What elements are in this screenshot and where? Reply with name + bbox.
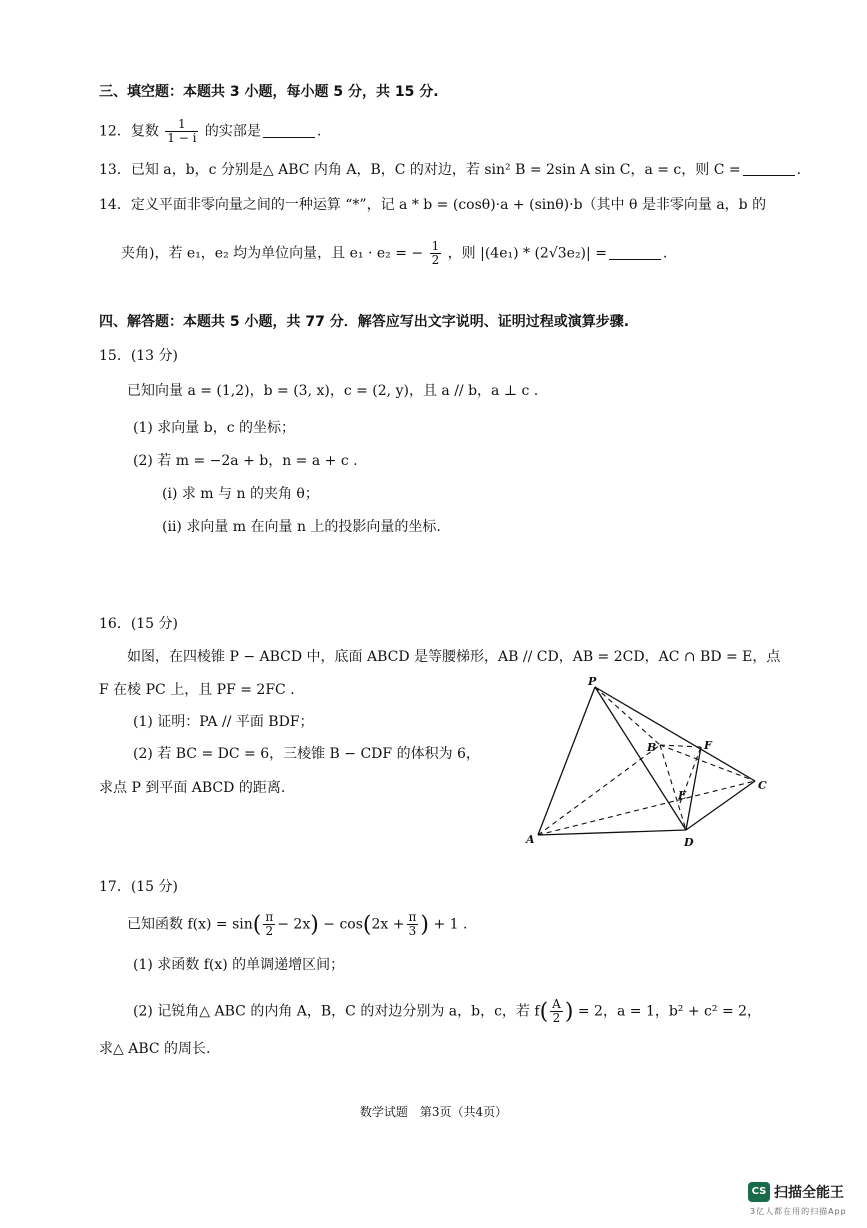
q17-given: 已知函数 f(x) = sin( $\frac{\pi}{2}$ − 2x) − cos(2x + $\frac{\pi}{3}$ ) + 1 . xyxy=(127,910,468,938)
label-P: P xyxy=(588,675,597,688)
q12-frac-num: 1 xyxy=(165,118,198,132)
q15-given: 已知向量 a = (1,2)，b = (3, x)，c = (2, y)，且 a // b，a ⊥ c . xyxy=(127,383,539,399)
pyramid-diagram xyxy=(520,675,770,850)
edge-PB xyxy=(595,687,660,745)
q17-part2: (2) 记锐角△ ABC 的内角 A，B，C 的对边分别为 a，b，c，若 f( $\frac{A}{2}$ ) = 2，a = 1，b² + c² = 2， xyxy=(133,997,762,1025)
q17-part2b: 求△ ABC 的周长. xyxy=(99,1041,211,1057)
q17-given-prefix: 已知函数 f(x) = sin xyxy=(127,916,253,933)
scanner-tagline: 3亿人都在用的扫描App xyxy=(750,1207,847,1216)
q14-fraction xyxy=(430,240,442,267)
q17-frac2 xyxy=(407,911,419,938)
q17-g2-head: 2x + xyxy=(371,916,405,933)
q16-title: 16．(15 分) xyxy=(99,616,179,632)
q12-fraction xyxy=(165,118,198,145)
q15-part2ii: (ii) 求向量 m 在向量 n 上的投影向量的坐标. xyxy=(162,519,441,535)
question-14-line1: 14．定义平面非零向量之间的一种运算 “*”，记 a * b = (cosθ)·a + (sinθ)·b（其中 θ 是非零向量 a，b 的 xyxy=(99,197,767,213)
question-13: 13．已知 a，b，c 分别是△ ABC 内角 A，B，C 的对边，若 sin² B = 2sin A sin C，a = c，则 C = . xyxy=(99,162,802,178)
scanner-app-name: 扫描全能王 xyxy=(774,1185,844,1201)
section4-heading: 四、解答题：本题共 5 小题，共 77 分．解答应写出文字说明、证明过程或演算步骤. xyxy=(99,314,630,330)
q14-frac-num: 1 xyxy=(431,239,440,253)
edge-AB xyxy=(538,745,660,835)
q15-part1: (1) 求向量 b，c 的坐标； xyxy=(133,420,295,436)
label-D: D xyxy=(684,836,694,849)
edge-PC xyxy=(595,687,755,781)
scanner-watermark xyxy=(748,1180,860,1220)
q16-part2: (2) 若 BC = DC = 6，三棱锥 B − CDF 的体积为 6， xyxy=(133,746,480,762)
q12-suffix: 的实部是 xyxy=(204,123,261,140)
question-12: 12．复数 $\frac{1}{1 - i}$ 的实部是 . xyxy=(99,117,322,145)
scanner-logo-icon: CS xyxy=(748,1182,770,1202)
q15-part2i: (i) 求 m 与 n 的夹角 θ； xyxy=(162,486,319,502)
q12-frac-den: 1 − i xyxy=(167,131,197,145)
label-B: B xyxy=(647,741,657,754)
label-F: F xyxy=(704,739,712,752)
q15-part2: (2) 若 m = −2a + b，n = a + c . xyxy=(133,453,358,469)
label-E: E xyxy=(678,789,687,802)
q16-part2b: 求点 P 到平面 ABCD 的距离. xyxy=(99,780,286,796)
q17-g1-tail: − 2x xyxy=(277,916,311,933)
q16-given2: F 在棱 PC 上，且 PF = 2FC . xyxy=(99,682,295,698)
q14-line2-prefix: 夹角)，若 e₁，e₂ 均为单位向量，且 e₁ · e₂ = − xyxy=(121,245,424,262)
q17-frac3-num: A xyxy=(552,997,561,1011)
q17-part1: (1) 求函数 f(x) 的单调递增区间； xyxy=(133,957,345,973)
edge-DC xyxy=(686,781,755,830)
edge-PA xyxy=(538,687,595,835)
section3-heading: 三、填空题：本题共 3 小题，每小题 5 分，共 15 分. xyxy=(99,84,439,100)
edge-PD xyxy=(595,687,686,830)
q17-part2-prefix: (2) 记锐角△ ABC 的内角 A，B，C 的对边分别为 a，b，c，若 f xyxy=(133,1003,540,1020)
q12-answer-blank xyxy=(263,123,315,138)
q12-prefix: 12．复数 xyxy=(99,123,159,140)
q17-frac1-den: 2 xyxy=(265,924,274,938)
label-A: A xyxy=(526,833,535,846)
edge-BD xyxy=(660,745,686,830)
label-C: C xyxy=(758,779,767,792)
q17-given-mid: − cos xyxy=(323,916,363,933)
edge-AD xyxy=(538,830,686,835)
q13-answer-blank xyxy=(743,161,795,176)
q16-part1: (1) 证明：PA // 平面 BDF； xyxy=(133,714,314,730)
edge-DF xyxy=(686,747,701,830)
q17-part2-suffix: = 2，a = 1，b² + c² = 2， xyxy=(577,1003,762,1020)
edge-AC xyxy=(538,781,755,835)
q17-frac2-den: 3 xyxy=(408,924,417,938)
q17-frac1-num: π xyxy=(265,910,274,924)
q14-answer-blank xyxy=(609,245,661,260)
q17-title: 17．(15 分) xyxy=(99,879,179,895)
q16-given1: 如图，在四棱锥 P − ABCD 中，底面 ABCD 是等腰梯形，AB // CD，AB = 2CD，AC ∩ BD = E，点 xyxy=(127,649,781,665)
q17-given-suffix: + 1 . xyxy=(433,916,468,933)
q15-title: 15．(13 分) xyxy=(99,348,179,364)
q14-frac-den: 2 xyxy=(431,253,440,267)
q14-line2-suffix: ，则 |(4e₁) * (2√3e₂)| = xyxy=(447,245,607,262)
q17-frac1 xyxy=(263,911,275,938)
q17-frac3 xyxy=(550,998,563,1025)
q17-frac2-num: π xyxy=(408,910,417,924)
page-footer: 数学试题 第3页（共4页） xyxy=(359,1105,508,1119)
q17-frac3-den: 2 xyxy=(552,1011,561,1025)
question-14-line2: 夹角)，若 e₁，e₂ 均为单位向量，且 e₁ · e₂ = − $\frac{1}{2}$ ，则 |(4e₁) * (2√3e₂)| = . xyxy=(121,239,668,267)
q13-text: 13．已知 a，b，c 分别是△ ABC 内角 A，B，C 的对边，若 sin² B = 2sin A sin C，a = c，则 C = xyxy=(99,162,741,178)
